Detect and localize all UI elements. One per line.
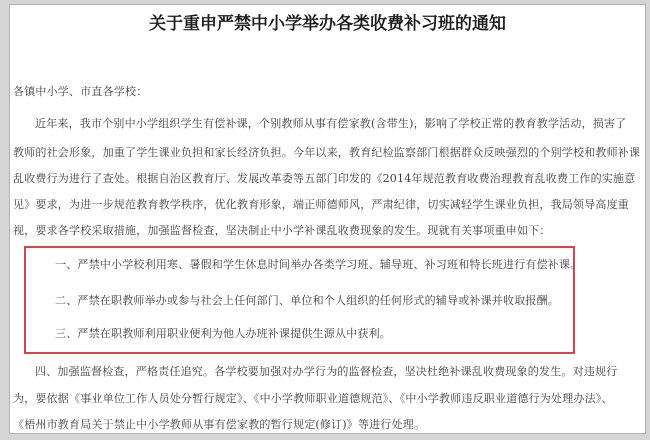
intro-line: 教师的社会形象，加重了学生课业负担和家长经济负担。今年以来，教育纪检监察部门根据群众反映强烈的个别学校和教师补课 [13, 146, 641, 159]
intro-line: 见》要求，为进一步规范教育教学秩序，优化教育形象，端正师德师风，严肃纪律，切实减轻学生课业负担，我局领导高度重 [13, 198, 629, 211]
closing-line: 《梧州市教育局关于禁止中小学教师从事有偿家教的暂行规定(修订)》等进行处理。 [13, 418, 426, 431]
intro-line: 乱收费行为进行了查处。根据自治区教育厅、发展改革委等五部门印发的《2014年规范教育收费治理教育乱收费工作的实施意 [13, 172, 636, 185]
prohibition-item-1: 一、严禁中小学校利用寒、暑假和学生休息时间举办各类学习班、辅导班、补习班和特长班进行有偿补课。 [55, 258, 582, 271]
notice-title: 关于重申严禁中小学举办各类收费补习班的通知 [149, 14, 506, 34]
intro-line: 视，要求各学校采取措施，加强监督检查，坚决制止中小学补课乱收费现象的发生。现就有关事项重申如下： [13, 224, 551, 237]
notice-page [9, 4, 646, 434]
closing-line: 为，要依据《事业单位工作人员处分暂行规定》、《中小学教师职业道德规范》、《中小学教师违反职业道德行为处理办法》、 [13, 392, 613, 405]
prohibition-item-3: 三、严禁在职教师利用职业便利为他人办班补课提供生源从中获利。 [55, 327, 391, 340]
prohibition-item-2: 二、严禁在职教师举办或参与社会上任何部门、单位和个人组织的任何形式的辅导或补课并收取报酬。 [55, 294, 559, 307]
intro-line: 近年来，我市个别中小学组织学生有偿补课，个别教师从事有偿家教(含带生)，影响了学校正常的教育教学活动，损害了 [35, 117, 627, 130]
salutation-line: 各镇中小学、市直各学校： [13, 85, 148, 98]
closing-line: 四、加强监督检查，严格责任追究。各学校要加强对办学行为的监督检查，坚决杜绝补课乱收费现象的发生。对违规行 [35, 365, 618, 378]
